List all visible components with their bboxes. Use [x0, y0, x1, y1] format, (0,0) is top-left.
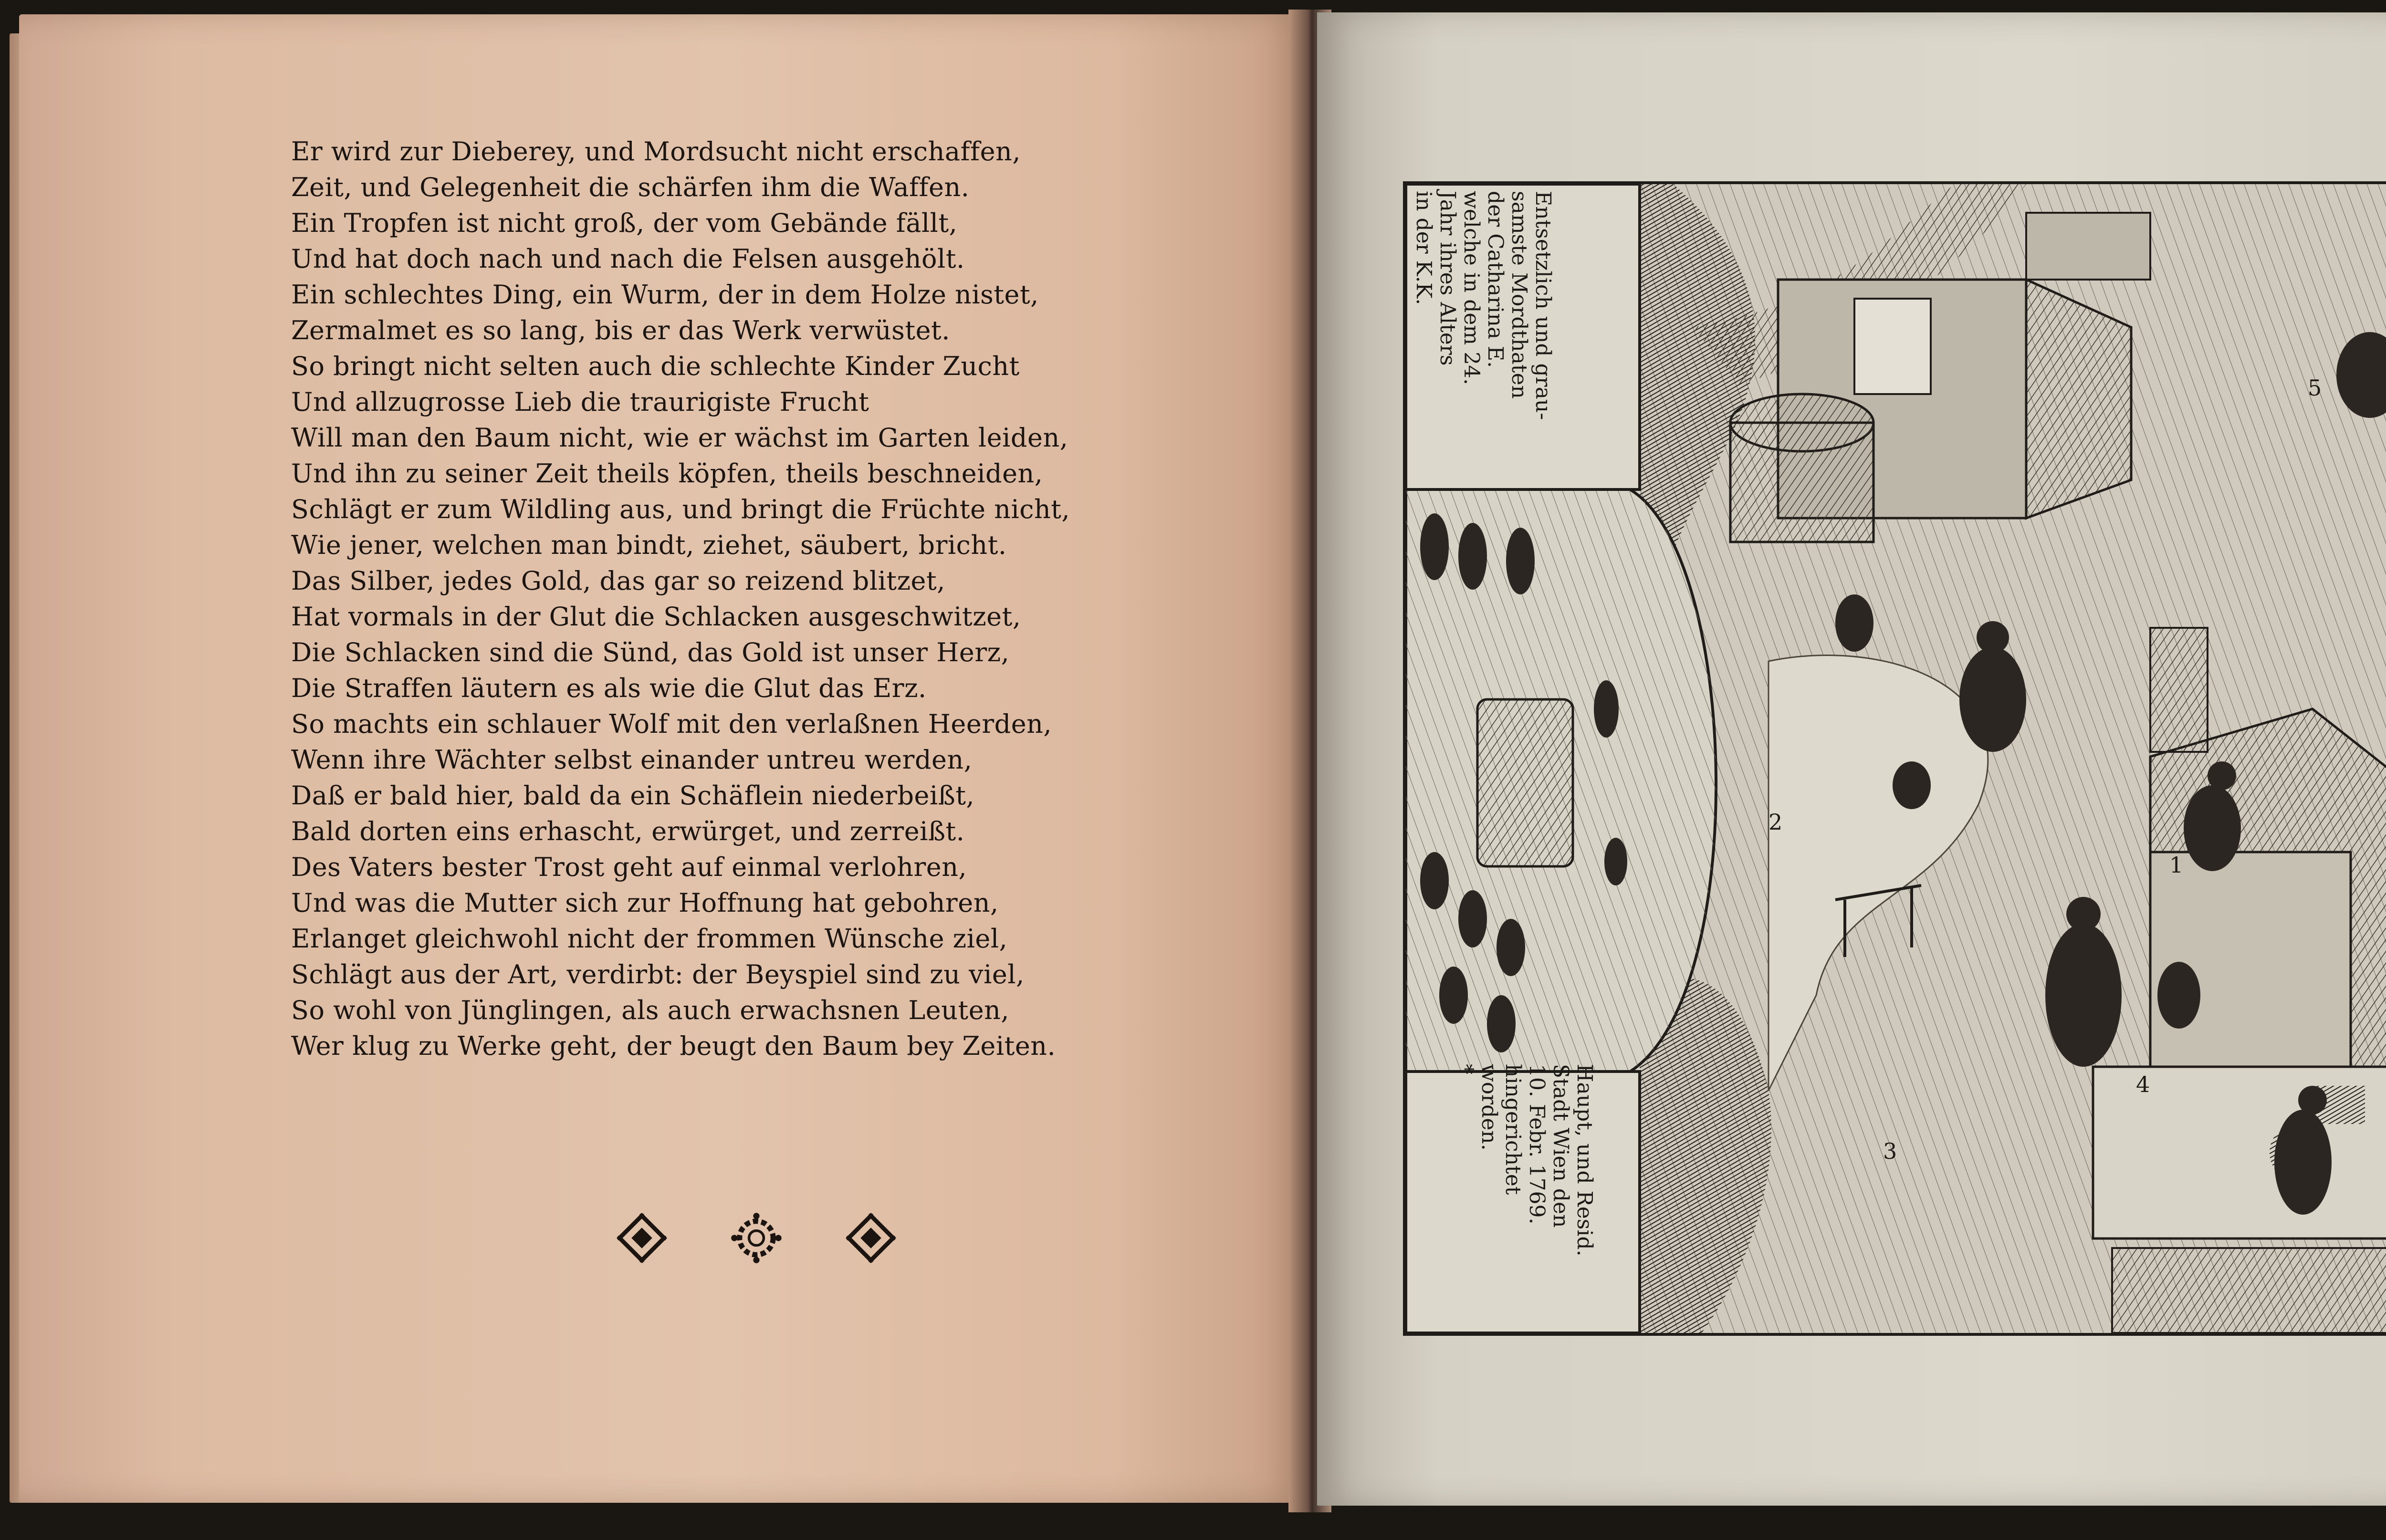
poem-line: Ein schlechtes Ding, ein Wurm, der in dem Holze nistet,: [291, 280, 1039, 310]
bleed-through-text: [334, 1097, 1241, 1309]
poem-line: Und ihn zu seiner Zeit theils köpfen, theils beschneiden,: [291, 458, 1043, 489]
poem-line: Und was die Mutter sich zur Hoffnung hat gebohren,: [291, 888, 999, 918]
poem-line: Hat vormals in der Glut die Schlacken ausgeschwitzet,: [291, 602, 1021, 632]
printer-ornaments: [616, 1212, 897, 1264]
poem-line: Das Silber, jedes Gold, das gar so reizend blitzet,: [291, 566, 945, 596]
poem-line: So machts ein schlauer Wolf mit den verlaßnen Heerden,: [291, 709, 1052, 739]
scene-number: 5: [2308, 375, 2322, 401]
caption-line: Haupt, und Resid.: [1572, 1064, 1597, 1257]
poem-text: [291, 134, 1226, 1064]
caption-line: worden.: [1477, 1064, 1501, 1151]
poem-line: Schlägt er zum Wildling aus, und bringt die Früchte nicht,: [291, 494, 1070, 524]
diamond-ornament-icon: [845, 1212, 897, 1264]
poem-line: Ein Tropfen ist nicht groß, der vom Gebände fällt,: [291, 208, 958, 238]
poem-line: Wer klug zu Werke geht, der beugt den Baum bey Zeiten.: [291, 1031, 1056, 1061]
scene-number: 3: [1883, 1138, 1897, 1164]
poem-line: Wenn ihre Wächter selbst einander untreu werden,: [291, 745, 973, 775]
caption-line: Stadt Wien den: [1549, 1064, 1573, 1228]
scene-number: 1: [2169, 852, 2184, 878]
poem-line: Zeit, und Gelegenheit die schärfen ihm die Waffen.: [291, 172, 970, 202]
poem-line: So wohl von Jünglingen, als auch erwachsnen Leuten,: [291, 995, 1010, 1025]
caption-line: Entsetzlich und grau-: [1531, 191, 1555, 420]
poem-line: Wie jener, welchen man bindt, ziehet, säubert, bricht.: [291, 530, 1007, 560]
caption-bottom-text: [1453, 1064, 1596, 1312]
caption-line: Jahr ihres Alters: [1435, 191, 1460, 366]
scaffold: [1477, 699, 1573, 866]
poem-line: Die Straffen läutern es als wie die Glut das Erz.: [291, 673, 927, 703]
poem-line: Zermalmet es so lang, bis er das Werk verwüstet.: [291, 315, 950, 345]
poem-line: So bringt nicht selten auch die schlechte Kinder Zucht: [291, 351, 1020, 381]
caption-line: in der K.K.: [1412, 191, 1436, 305]
poem-line: Daß er bald hier, bald da ein Schäflein niederbeißt,: [291, 780, 975, 811]
caption-line: *: [1453, 1064, 1477, 1074]
poem-line: Will man den Baum nicht, wie er wächst im Garten leiden,: [291, 423, 1068, 453]
poem-line: Des Vaters bester Trost geht auf einmal verlohren,: [291, 852, 967, 882]
poem-line: Erlanget gleichwohl nicht der frommen Wünsche ziel,: [291, 924, 1008, 954]
caption-top-text: [1412, 191, 1555, 458]
caption-line: welche in dem 24.: [1459, 191, 1484, 385]
poem-line: Er wird zur Dieberey, und Mordsucht nicht erschaffen,: [291, 136, 1021, 166]
scene-number: 4: [2136, 1072, 2150, 1097]
poem-line: Und hat doch nach und nach die Felsen ausgehölt.: [291, 244, 965, 274]
wreath-ornament-icon: [730, 1212, 783, 1264]
diamond-ornament-icon: [616, 1212, 668, 1264]
caption-line: der Catharina E.: [1483, 191, 1507, 368]
poem-line: Die Schlacken sind die Sünd, das Gold ist unser Herz,: [291, 637, 1010, 667]
poem-line: Und allzugrosse Lieb die traurigiste Frucht: [291, 387, 869, 417]
poem-line: Bald dorten eins erhascht, erwürget, und zerreißt.: [291, 816, 965, 846]
caption-line: hingerichtet: [1501, 1064, 1525, 1195]
caption-line: 10. Febr. 1769.: [1525, 1064, 1549, 1225]
poem-line: Schlägt aus der Art, verdirbt: der Beyspiel sind zu viel,: [291, 959, 1025, 989]
caption-line: samste Mordthaten: [1507, 191, 1531, 399]
scene-number: 2: [1769, 809, 1783, 835]
